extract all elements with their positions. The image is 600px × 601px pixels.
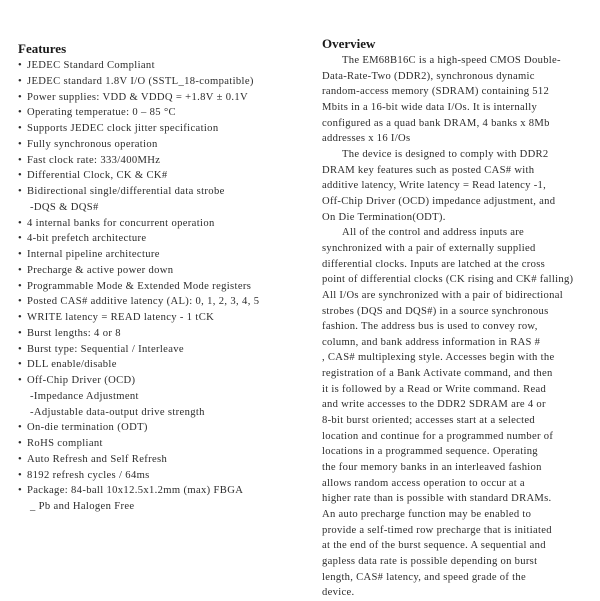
feature-item	[18, 483, 310, 499]
bullet-icon: •	[18, 453, 23, 465]
feature-item	[18, 294, 310, 310]
overview-line: it is followed by a Read or Write command. Read	[322, 383, 547, 395]
feature-text: 8192 refresh cycles / 64ms	[27, 469, 150, 481]
feature-text: Auto Refresh and Self Refresh	[27, 453, 168, 465]
overview-line: synchronized with a pair of externally supplied	[322, 242, 536, 254]
feature-text: -Adjustable data-output drive strength	[30, 406, 205, 418]
feature-item	[18, 58, 310, 74]
bullet-icon: •	[18, 264, 23, 276]
overview-line: strobes (DQS and DQS#) in a source synchronous	[322, 305, 549, 317]
overview-line: addresses x 16 I/Os	[322, 133, 411, 145]
feature-item	[18, 452, 310, 468]
feature-text: -Impedance Adjustment	[30, 390, 139, 402]
feature-item	[18, 216, 310, 232]
feature-subitem	[18, 200, 310, 216]
feature-text: On-die termination (ODT)	[27, 422, 148, 434]
feature-item	[18, 153, 310, 169]
overview-line: at the end of the burst sequence. A sequential and	[322, 540, 546, 552]
feature-text: Bidirectional single/differential data strobe	[27, 186, 225, 197]
bullet-icon: •	[18, 75, 23, 87]
feature-item	[18, 310, 310, 326]
bullet-icon: •	[18, 359, 23, 371]
feature-text: Programmable Mode & Extended Mode registers	[27, 280, 252, 292]
feature-text: JEDEC Standard Compliant	[27, 60, 155, 71]
feature-item	[18, 436, 310, 452]
feature-item	[18, 168, 310, 184]
feature-item	[18, 247, 310, 263]
overview-line: higher rate than is possible with standard DRAMs.	[322, 493, 552, 505]
feature-text: Off-Chip Driver (OCD)	[27, 375, 136, 386]
feature-text: RoHS compliant	[27, 438, 103, 449]
overview-line: location and continue for a programmed number of	[322, 430, 554, 442]
bullet-icon: •	[18, 60, 23, 71]
feature-text: Fast clock rate: 333/400MHz	[27, 154, 161, 166]
bullet-icon: •	[18, 249, 23, 260]
feature-text: Burst lengths: 4 or 8	[27, 327, 121, 339]
overview-line: device.	[322, 587, 355, 599]
features-section	[18, 40, 310, 515]
features-heading: Features	[18, 41, 67, 56]
feature-text: Burst type: Sequential / Interleave	[27, 343, 184, 355]
overview-line: registration of a Bank Activate command, and then	[322, 368, 553, 380]
overview-line: The device is designed to comply with DDR2	[342, 148, 549, 160]
overview-line: 8-bit burst oriented; accesses start at a selected	[322, 415, 535, 427]
bullet-icon: •	[18, 327, 23, 339]
overview-line: and write accesses to the DDR2 SDRAM are 4 or	[322, 399, 546, 411]
bullet-icon: •	[18, 343, 23, 355]
feature-text: Operating temperatue: 0 – 85 °C	[27, 107, 176, 119]
feature-text: Package: 84-ball 10x12.5x1.2mm (max) FBGA	[27, 485, 244, 497]
overview-line: the four memory banks in an interleaved fashion	[322, 462, 542, 474]
overview-line: fashion. The address bus is used to convey row,	[322, 321, 538, 333]
bullet-icon: •	[18, 107, 23, 119]
overview-line: column, and bank address information in RAS #	[322, 336, 541, 348]
overview-line: locations in a programmed sequence. Operating	[322, 446, 538, 458]
feature-text: Supports JEDEC clock jitter specification	[27, 123, 219, 134]
feature-text: -DQS & DQS#	[30, 201, 99, 213]
feature-item	[18, 342, 310, 358]
feature-text: Precharge & active power down	[27, 264, 174, 276]
bullet-icon: •	[18, 280, 23, 292]
feature-subitem	[18, 405, 310, 421]
overview-line: point of differential clocks (CK rising and CK# falling)	[322, 274, 574, 286]
feature-text: DLL enable/disable	[27, 359, 117, 371]
feature-text: Differential Clock, CK & CK#	[27, 170, 168, 182]
feature-text: _ Pb and Halogen Free	[30, 501, 135, 512]
bullet-icon: •	[18, 217, 23, 229]
feature-text: 4 internal banks for concurrent operation	[27, 217, 215, 229]
feature-text: Internal pipeline architecture	[27, 249, 160, 260]
feature-item	[18, 420, 310, 436]
feature-text: WRITE latency = READ latency - 1 tCK	[27, 312, 215, 323]
feature-item	[18, 263, 310, 279]
feature-text: Fully synchronous operation	[27, 138, 158, 150]
overview-text	[322, 53, 594, 601]
overview-line: length, CAS# latency, and speed grade of the	[322, 571, 527, 583]
bullet-icon: •	[18, 138, 23, 150]
feature-item	[18, 121, 310, 137]
overview-section	[322, 35, 594, 601]
overview-line: Off-Chip Driver (OCD) impedance adjustment, and	[322, 195, 556, 207]
bullet-icon: •	[18, 123, 23, 134]
feature-text: Power supplies: VDD & VDDQ = +1.8V ± 0.1V	[27, 91, 249, 103]
overview-line: Data-Rate-Two (DDR2), synchronous dynamic	[322, 70, 535, 82]
feature-subitem	[18, 389, 310, 405]
feature-item	[18, 279, 310, 295]
overview-line: , CAS# multiplexing style. Accesses begin with the	[322, 352, 555, 364]
features-list	[18, 58, 310, 515]
bullet-icon: •	[18, 438, 23, 449]
overview-line: configured as a quad bank DRAM, 4 banks x 8Mb	[322, 117, 550, 129]
bullet-icon: •	[18, 154, 23, 166]
bullet-icon: •	[18, 312, 23, 323]
bullet-icon: •	[18, 375, 23, 386]
overview-line: The EM68B16C is a high-speed CMOS Double-	[342, 55, 561, 66]
feature-text: Posted CAS# additive latency (AL): 0, 1, 2, 3, 4, 5	[27, 296, 260, 308]
feature-item	[18, 231, 310, 247]
feature-item	[18, 326, 310, 342]
feature-item	[18, 74, 310, 90]
overview-heading: Overview	[322, 36, 376, 51]
overview-line: An auto precharge function may be enabled to	[322, 509, 532, 521]
overview-line: On Die Termination(ODT).	[322, 211, 446, 223]
feature-item	[18, 137, 310, 153]
bullet-icon: •	[18, 469, 23, 481]
feature-item	[18, 373, 310, 389]
feature-item	[18, 184, 310, 200]
feature-subitem	[18, 499, 310, 515]
overview-line: Mbits in a 16-bit wide data I/Os. It is internally	[322, 101, 538, 113]
overview-line: provide a self-timed row precharge that is initiated	[322, 524, 552, 536]
feature-item	[18, 90, 310, 106]
bullet-icon: •	[18, 422, 23, 434]
overview-line: All of the control and address inputs are	[342, 227, 525, 239]
bullet-icon: •	[18, 186, 23, 197]
bullet-icon: •	[18, 485, 23, 497]
bullet-icon: •	[18, 296, 23, 308]
feature-text: JEDEC standard 1.8V I/O (SSTL_18-compatible)	[27, 75, 254, 87]
bullet-icon: •	[18, 233, 23, 245]
bullet-icon: •	[18, 91, 23, 103]
overview-line: additive latency, Write latency = Read latency -1,	[322, 180, 547, 192]
feature-item	[18, 105, 310, 121]
bullet-icon: •	[18, 170, 23, 182]
overview-line: All I/Os are synchronized with a pair of bidirectional	[322, 289, 563, 301]
overview-line: random-access memory (SDRAM) containing 512	[322, 86, 550, 98]
overview-line: gapless data rate is possible depending on burst	[322, 556, 538, 567]
feature-item	[18, 468, 310, 484]
overview-line: differential clocks. Inputs are latched at the cross	[322, 258, 546, 270]
feature-text: 4-bit prefetch architecture	[27, 233, 147, 245]
feature-item	[18, 357, 310, 373]
overview-line: allows random access operation to occur at a	[322, 477, 525, 489]
overview-line: DRAM key features such as posted CAS# with	[322, 164, 535, 176]
